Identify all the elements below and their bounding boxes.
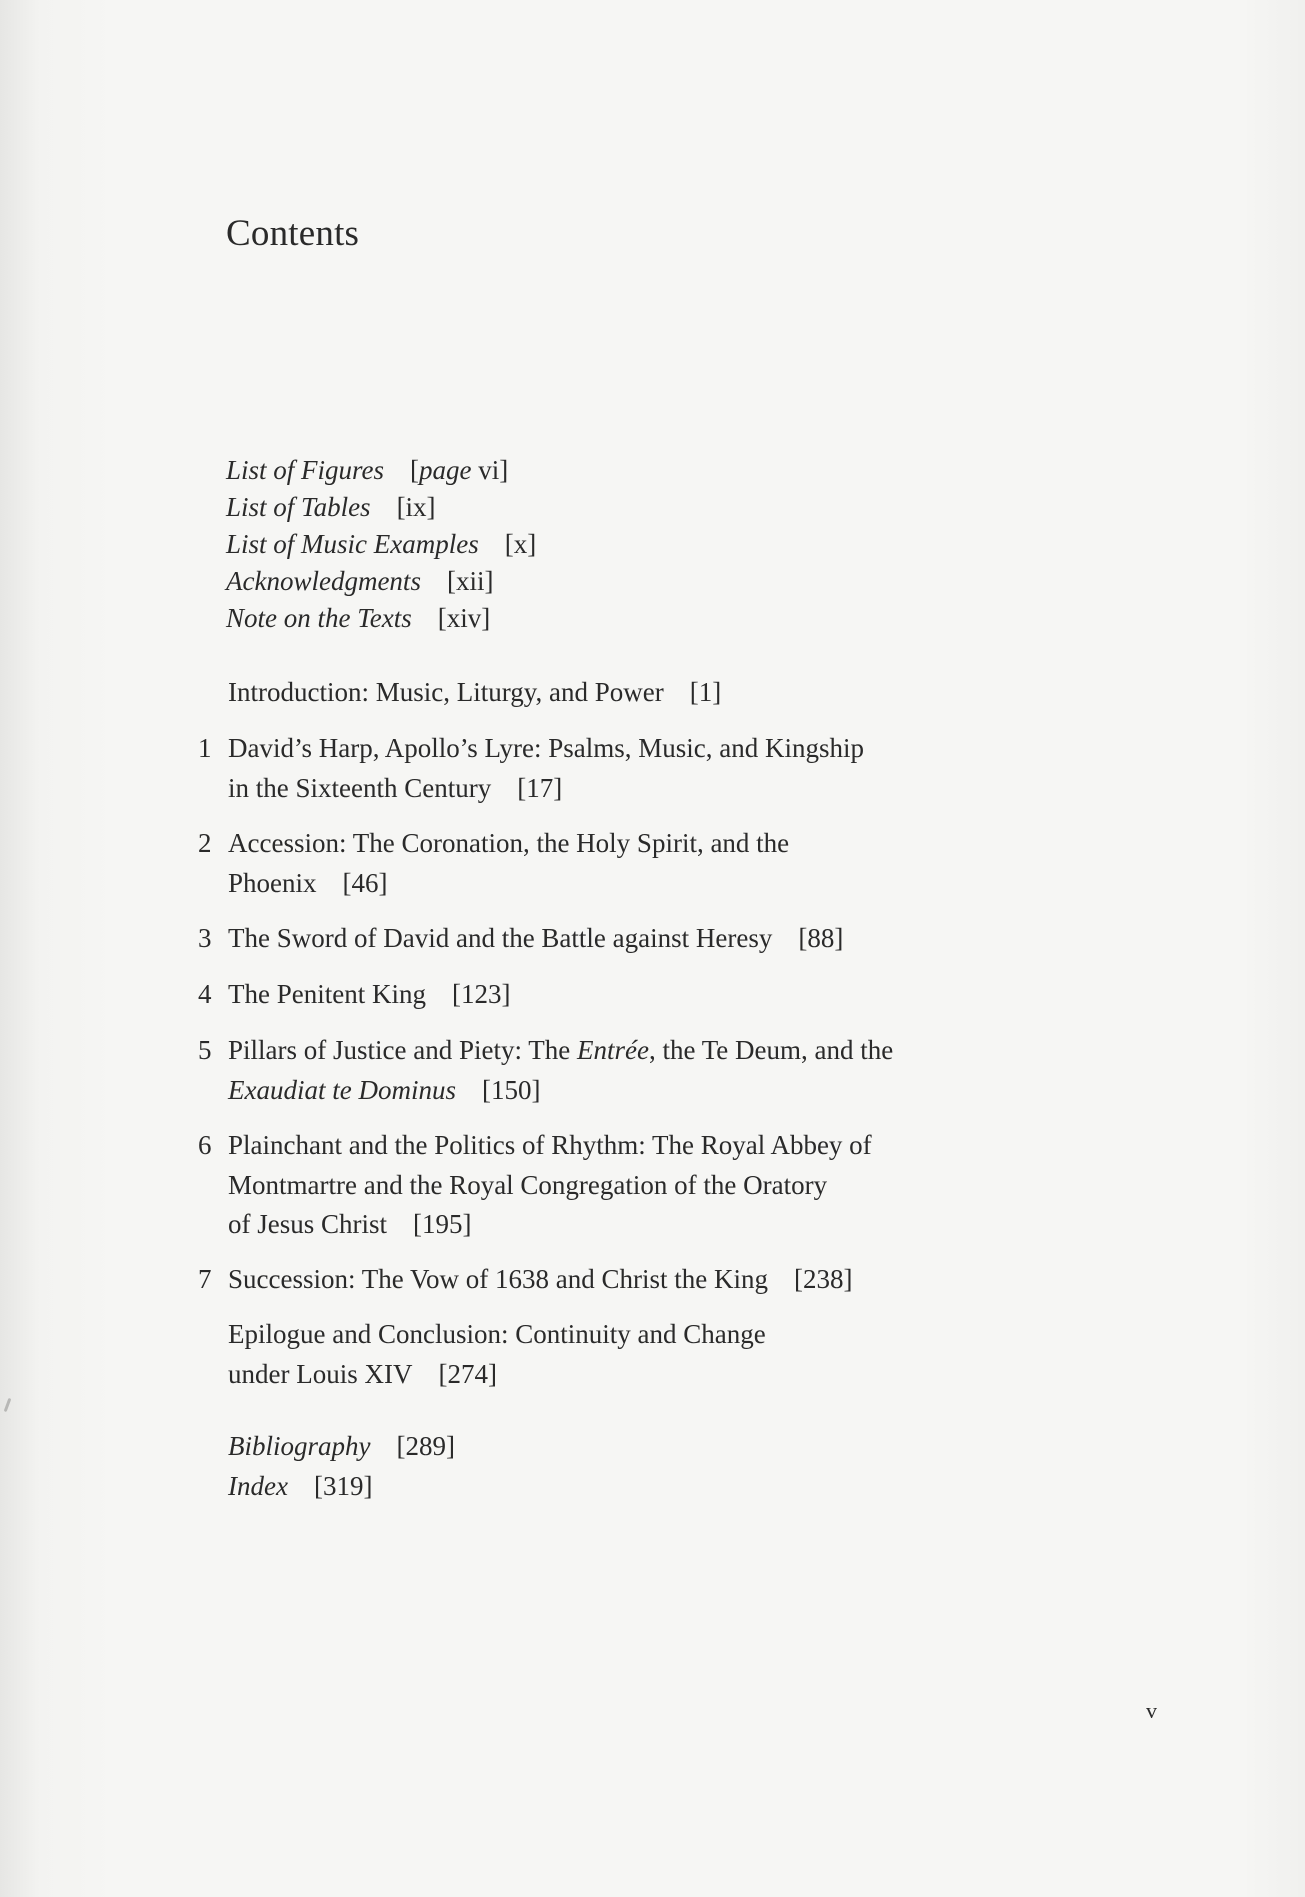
entry-title-cont: Exaudiat te Dominus: [228, 1074, 456, 1105]
page-ref-bracket: [: [410, 455, 420, 485]
entry-page: [88]: [798, 923, 844, 953]
scan-mark: [4, 1398, 12, 1412]
chapter-number: 2: [198, 828, 212, 858]
front-matter-item: [226, 600, 536, 637]
entry-title: Introduction: Music, Liturgy, and Power: [228, 677, 664, 707]
entry-page: [123]: [451, 979, 511, 1009]
chapter-number: 5: [198, 1035, 212, 1065]
entry-page: [150]: [481, 1074, 541, 1105]
chapter-number: 1: [198, 733, 212, 763]
front-matter-page: [ix]: [396, 492, 436, 522]
back-matter-label: Index: [228, 1471, 288, 1501]
entry-page: [238]: [793, 1264, 853, 1294]
entry-title: The Sword of David and the Battle against Heresy: [228, 923, 773, 953]
front-matter-page: [xii]: [446, 566, 494, 596]
front-matter-label: List of Music Examples: [226, 529, 479, 559]
chapter-number: 7: [198, 1264, 212, 1294]
entry-title: Plainchant and the Politics of Rhythm: The Royal Abbey of: [228, 1130, 872, 1160]
front-matter-label: Acknowledgments: [226, 566, 421, 596]
entry-page: [1]: [689, 677, 722, 707]
entry-title-italic: Entrée: [576, 1035, 649, 1065]
page-title: Contents: [226, 213, 360, 254]
entry-page: [274]: [438, 1358, 497, 1389]
entry-title-cont: Phoenix: [228, 867, 317, 898]
entry-title: Pillars of Justice and Piety: The: [228, 1035, 577, 1065]
entry-page: [195]: [413, 1209, 472, 1239]
front-matter-label: List of Figures: [226, 455, 385, 485]
front-matter-page: [x]: [504, 529, 537, 559]
back-matter-item: [228, 1426, 455, 1466]
back-matter-label: Bibliography: [228, 1431, 371, 1461]
front-matter-list: [226, 452, 536, 637]
front-matter-item: [226, 563, 536, 600]
entry-title-cont: in the Sixteenth Century: [228, 772, 492, 803]
entry-title: Succession: The Vow of 1638 and Christ the King: [228, 1264, 768, 1294]
entry-title-rest: , the Te Deum, and the: [648, 1035, 894, 1065]
front-matter-page: [xiv]: [437, 603, 491, 633]
entry-page: [17]: [517, 772, 563, 803]
entry-title: The Penitent King: [228, 979, 426, 1009]
front-matter-item: [226, 452, 536, 489]
front-matter-page: vi]: [471, 455, 509, 485]
entry-title: Epilogue and Conclusion: Continuity and Change: [228, 1319, 766, 1349]
back-matter-item: [228, 1466, 455, 1506]
entry-title-cont: of Jesus Christ: [228, 1209, 388, 1239]
page-word: page: [419, 455, 472, 485]
entry-title: David’s Harp, Apollo’s Lyre: Psalms, Music, and Kingship: [228, 733, 864, 763]
page-number: v: [1146, 1698, 1157, 1723]
entry-title: Accession: The Coronation, the Holy Spirit, and the: [228, 828, 790, 858]
chapter-number: 4: [198, 979, 212, 1009]
entry-page: [46]: [342, 867, 388, 898]
entry-title-cont: under Louis XIV: [228, 1358, 413, 1389]
entry-title-cont: Montmartre and the Royal Congregation of the Oratory: [228, 1169, 828, 1200]
back-matter-list: [228, 1426, 455, 1506]
front-matter-label: Note on the Texts: [226, 603, 412, 633]
front-matter-label: List of Tables: [226, 492, 371, 522]
back-matter-page: [319]: [313, 1471, 373, 1501]
front-matter-item: [226, 489, 536, 526]
chapter-number: 6: [198, 1130, 212, 1160]
front-matter-item: [226, 526, 536, 563]
back-matter-page: [289]: [396, 1431, 455, 1461]
chapter-number: 3: [198, 923, 212, 953]
